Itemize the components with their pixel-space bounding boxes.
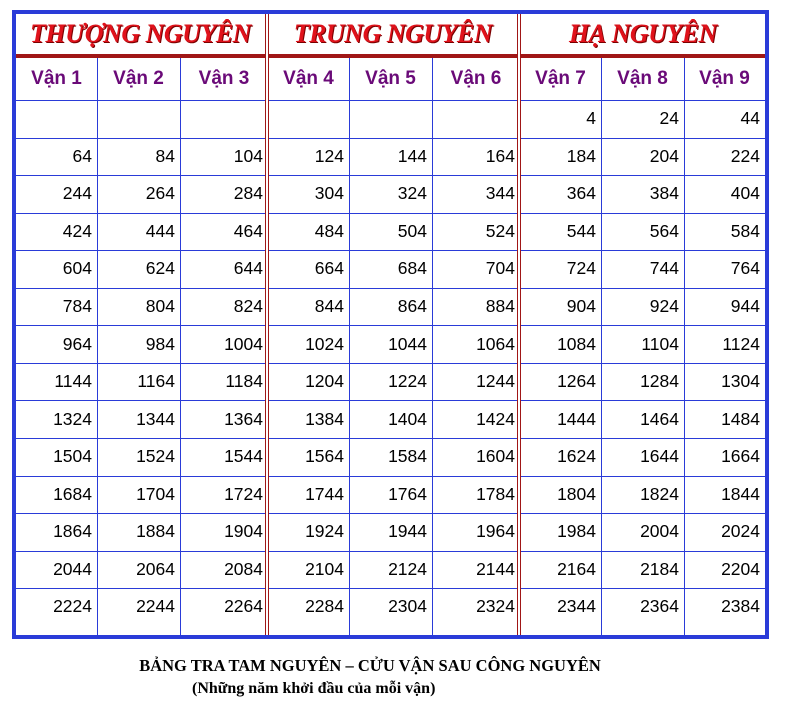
table-cell: 164 xyxy=(485,145,515,166)
table-cell: 404 xyxy=(730,183,760,204)
table-cell: 1764 xyxy=(388,483,427,504)
table-cell: 1424 xyxy=(476,408,515,429)
table-cell: 2264 xyxy=(224,596,263,617)
table-cell: 124 xyxy=(314,145,344,166)
table-cell: 1644 xyxy=(640,446,679,467)
group-heading-trung-nguyen: TRUNG NGUYÊN xyxy=(293,19,493,48)
table-cell: 1144 xyxy=(54,371,92,392)
table-frame xyxy=(12,10,769,639)
table-cell: 2364 xyxy=(640,596,679,617)
table-cell: 2284 xyxy=(305,596,344,617)
table-cell: 1624 xyxy=(557,446,596,467)
table-cell: 1524 xyxy=(136,446,175,467)
table-cell: 64 xyxy=(72,145,92,166)
group-separator xyxy=(517,14,521,635)
table-cell: 324 xyxy=(397,183,427,204)
table-cell: 1744 xyxy=(305,483,344,504)
column-header-van-5: Vận 5 xyxy=(365,68,416,89)
table-cell: 1124 xyxy=(722,333,760,354)
column-header-van-3: Vận 3 xyxy=(198,68,250,89)
table-cell: 564 xyxy=(649,220,679,241)
table-cell: 304 xyxy=(314,183,344,204)
table-cell: 1184 xyxy=(225,371,263,392)
table-cell: 1204 xyxy=(305,371,344,392)
table-cell: 1324 xyxy=(53,408,92,429)
table-cell: 2004 xyxy=(640,521,679,542)
table-cell: 424 xyxy=(62,220,92,241)
row-divider xyxy=(16,175,765,176)
table-cell: 1984 xyxy=(557,521,596,542)
row-divider xyxy=(16,400,765,401)
column-header-van-4: Vận 4 xyxy=(283,68,334,89)
table-cell: 744 xyxy=(649,258,679,279)
table-cell: 544 xyxy=(566,220,596,241)
table-cell: 2084 xyxy=(224,558,263,579)
table-cell xyxy=(432,100,520,138)
column-header-rule xyxy=(16,100,765,101)
group-heading-rule xyxy=(16,56,765,58)
table-caption-subtitle: (Những năm khởi đầu của mỗi vận) xyxy=(192,680,436,697)
table-cell: 1464 xyxy=(640,408,679,429)
table-cell: 964 xyxy=(62,333,92,354)
table-cell: 4 xyxy=(586,108,596,129)
group-heading-ha-nguyen: HẠ NGUYÊN xyxy=(569,19,717,48)
table-cell: 844 xyxy=(314,296,344,317)
table-cell: 1884 xyxy=(136,521,175,542)
table-cell: 924 xyxy=(649,296,679,317)
column-divider xyxy=(349,58,350,635)
column-header-van-8: Vận 8 xyxy=(617,68,668,89)
column-header-van-9: Vận 9 xyxy=(699,68,750,89)
table-cell: 1684 xyxy=(53,483,92,504)
table-cell: 84 xyxy=(155,145,175,166)
table-cell: 804 xyxy=(145,296,175,317)
column-divider xyxy=(180,58,181,635)
table-cell: 2244 xyxy=(136,596,175,617)
table-cell: 484 xyxy=(314,220,344,241)
table-cell: 344 xyxy=(485,183,515,204)
table-cell: 244 xyxy=(62,183,92,204)
table-cell: 1344 xyxy=(136,408,175,429)
table-cell: 204 xyxy=(649,145,679,166)
row-divider xyxy=(16,588,765,589)
table-cell: 824 xyxy=(233,296,263,317)
table-cell: 1244 xyxy=(476,371,515,392)
table-cell: 1164 xyxy=(137,371,175,392)
table-cell: 984 xyxy=(145,333,175,354)
row-divider xyxy=(16,288,765,289)
column-header-van-2: Vận 2 xyxy=(113,68,164,89)
table-cell: 2224 xyxy=(53,596,92,617)
table-cell: 2044 xyxy=(53,558,92,579)
table-cell: 1664 xyxy=(721,446,760,467)
table-cell: 1004 xyxy=(224,333,263,354)
table-cell: 284 xyxy=(233,183,263,204)
table-cell: 524 xyxy=(485,220,515,241)
table-cell: 364 xyxy=(566,183,596,204)
table-cell: 44 xyxy=(740,108,760,129)
table-cell xyxy=(349,100,432,138)
table-cell: 1284 xyxy=(640,371,679,392)
table-cell: 944 xyxy=(730,296,760,317)
table-cell: 2144 xyxy=(476,558,515,579)
table-cell: 784 xyxy=(62,296,92,317)
row-divider xyxy=(16,250,765,251)
table-cell: 2104 xyxy=(305,558,344,579)
table-cell: 704 xyxy=(485,258,515,279)
table-cell xyxy=(16,100,97,138)
table-cell: 1824 xyxy=(640,483,679,504)
table-cell: 1784 xyxy=(476,483,515,504)
table-cell: 1864 xyxy=(53,521,92,542)
table-cell: 1924 xyxy=(305,521,344,542)
row-divider xyxy=(16,513,765,514)
table-caption-title: BẢNG TRA TAM NGUYÊN – CỬU VẬN SAU CÔNG NGUYÊN xyxy=(139,656,601,675)
table-cell: 2304 xyxy=(388,596,427,617)
row-divider xyxy=(16,138,765,139)
table-cell: 504 xyxy=(397,220,427,241)
column-divider xyxy=(684,58,685,635)
table-cell: 1544 xyxy=(224,446,263,467)
table-cell: 2164 xyxy=(557,558,596,579)
table-cell: 1584 xyxy=(388,446,427,467)
table-cell: 1804 xyxy=(557,483,596,504)
table-cell: 264 xyxy=(145,183,175,204)
table-cell: 1024 xyxy=(305,333,344,354)
row-divider xyxy=(16,325,765,326)
table-cell xyxy=(268,100,349,138)
table-cell xyxy=(180,100,268,138)
table-cell: 1904 xyxy=(224,521,263,542)
row-divider xyxy=(16,551,765,552)
table-cell: 724 xyxy=(566,258,596,279)
table-cell: 624 xyxy=(145,258,175,279)
column-header-van-6: Vận 6 xyxy=(450,68,502,89)
table-cell: 1384 xyxy=(305,408,344,429)
column-divider xyxy=(97,58,98,635)
table-cell: 1444 xyxy=(557,408,596,429)
table-cell: 1064 xyxy=(476,333,515,354)
table-cell: 2204 xyxy=(721,558,760,579)
group-separator xyxy=(265,14,269,635)
row-divider xyxy=(16,363,765,364)
table-cell: 2124 xyxy=(388,558,427,579)
table-cell: 644 xyxy=(233,258,263,279)
column-header-van-1: Vận 1 xyxy=(31,68,82,89)
table-cell: 584 xyxy=(730,220,760,241)
tam-nguyen-table xyxy=(16,14,765,635)
table-cell: 2324 xyxy=(476,596,515,617)
table-cell: 384 xyxy=(649,183,679,204)
row-divider xyxy=(16,213,765,214)
group-heading-thuong-nguyen: THƯỢNG NGUYÊN xyxy=(30,19,251,48)
row-divider xyxy=(16,476,765,477)
table-cell: 1564 xyxy=(305,446,344,467)
table-cell: 1364 xyxy=(224,408,263,429)
table-cell: 1264 xyxy=(557,371,596,392)
table-cell: 464 xyxy=(233,220,263,241)
table-cell: 2344 xyxy=(557,596,596,617)
row-divider xyxy=(16,438,765,439)
table-cell: 444 xyxy=(145,220,175,241)
column-divider xyxy=(432,58,433,635)
table-cell: 904 xyxy=(566,296,596,317)
table-cell: 884 xyxy=(485,296,515,317)
table-cell: 1724 xyxy=(224,483,263,504)
table-cell: 1304 xyxy=(721,371,760,392)
table-cell: 1504 xyxy=(53,446,92,467)
table-cell: 2384 xyxy=(721,596,760,617)
table-cell: 144 xyxy=(397,145,427,166)
table-cell: 864 xyxy=(397,296,427,317)
table-cell: 2184 xyxy=(640,558,679,579)
table-cell: 1224 xyxy=(388,371,427,392)
table-cell: 1704 xyxy=(136,483,175,504)
table-cell: 1044 xyxy=(388,333,427,354)
table-cell: 1084 xyxy=(557,333,596,354)
table-cell: 604 xyxy=(62,258,92,279)
table-cell: 2024 xyxy=(721,521,760,542)
table-cell: 1404 xyxy=(388,408,427,429)
table-cell: 2064 xyxy=(136,558,175,579)
column-header-van-7: Vận 7 xyxy=(535,68,586,89)
table-cell: 1964 xyxy=(476,521,515,542)
table-cell: 224 xyxy=(730,145,760,166)
table-cell: 104 xyxy=(233,145,263,166)
table-cell: 764 xyxy=(730,258,760,279)
table-cell: 1604 xyxy=(476,446,515,467)
table-cell xyxy=(97,100,180,138)
table-cell: 684 xyxy=(397,258,427,279)
column-divider xyxy=(601,58,602,635)
table-cell: 1844 xyxy=(721,483,760,504)
table-cell: 664 xyxy=(314,258,344,279)
table-cell: 1104 xyxy=(641,333,679,354)
table-cell: 184 xyxy=(566,145,596,166)
table-cell: 1944 xyxy=(388,521,427,542)
table-cell: 24 xyxy=(659,108,679,129)
table-cell: 1484 xyxy=(721,408,760,429)
